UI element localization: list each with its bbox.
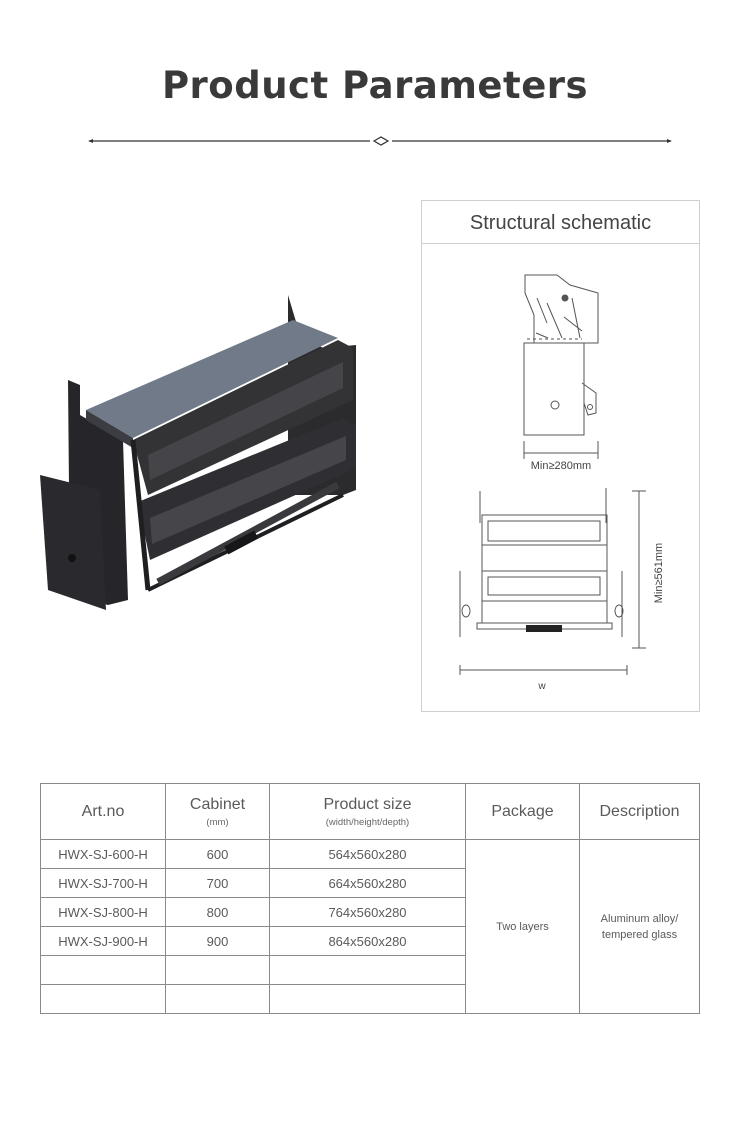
product-image [38, 290, 368, 620]
art-no-cell: HWX-SJ-600-H [41, 840, 166, 869]
structural-schematic [421, 200, 700, 712]
title-divider [88, 130, 672, 152]
parameters-table [40, 783, 700, 1014]
product-size-cell [270, 956, 466, 985]
page-title: Product Parameters [161, 64, 589, 107]
product-size-cell: 564x560x280 [270, 840, 466, 869]
header-description: Description [580, 784, 700, 840]
width-label: w [538, 681, 546, 692]
art-no-cell: HWX-SJ-900-H [41, 927, 166, 956]
header-package: Package [466, 784, 580, 840]
header-product-size: Product size (width/height/depth) [270, 784, 466, 840]
header-art-no: Art.no [41, 784, 166, 840]
cabinet-cell: 600 [166, 840, 270, 869]
cabinet-cell: 900 [166, 927, 270, 956]
cabinet-cell: 800 [166, 898, 270, 927]
min-height-label: Min≥561mm [653, 542, 665, 604]
table-header-row [41, 784, 700, 840]
product-size-cell: 764x560x280 [270, 898, 466, 927]
min-width-label: Min≥280mm [530, 460, 592, 472]
product-size-cell [270, 985, 466, 1014]
product-size-cell: 664x560x280 [270, 869, 466, 898]
header-cabinet: Cabinet (mm) [166, 784, 270, 840]
cabinet-cell: 700 [166, 869, 270, 898]
art-no-cell [41, 985, 166, 1014]
art-no-cell: HWX-SJ-700-H [41, 869, 166, 898]
mounting-bracket [40, 475, 106, 610]
package-cell: Two layers [466, 840, 580, 1014]
art-no-cell: HWX-SJ-800-H [41, 898, 166, 927]
description-cell: Aluminum alloy/ tempered glass [580, 840, 700, 1014]
product-size-cell: 864x560x280 [270, 927, 466, 956]
art-no-cell [41, 956, 166, 985]
table-row [41, 840, 700, 869]
cabinet-cell [166, 985, 270, 1014]
cabinet-cell [166, 956, 270, 985]
schematic-drawing [422, 243, 699, 711]
schematic-title: Structural schematic [422, 201, 699, 244]
